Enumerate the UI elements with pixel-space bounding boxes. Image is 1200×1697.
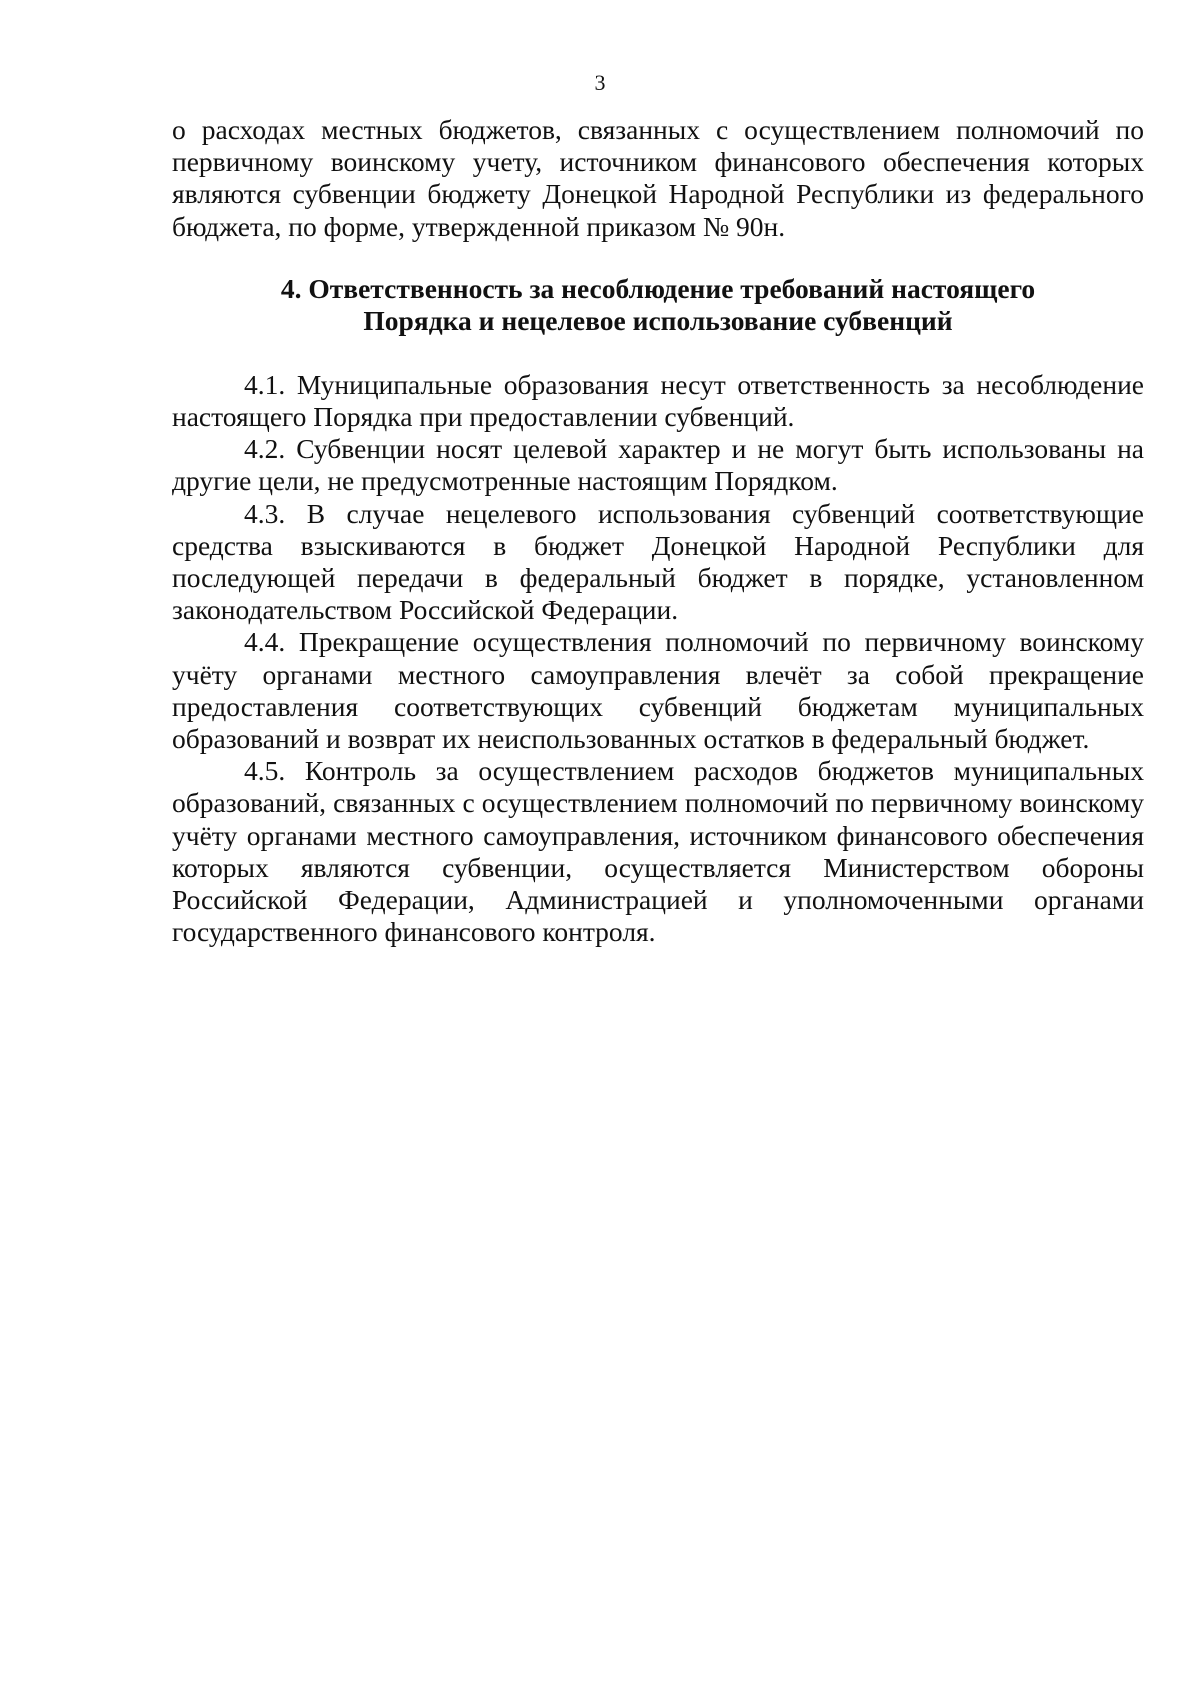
section-heading-line-2: Порядка и нецелевое использование субвенций — [363, 304, 953, 336]
clause-4-3: 4.3. В случае нецелевого использования субвенций соответствующие средства взыскиваются в бюджет Донецкой Народной Республики для последующей передачи в федеральный бюджет в порядке, установленном законодательством Российской Федерации. — [172, 497, 1144, 626]
intro-paragraph: о расходах местных бюджетов, связанных с осуществлением полномочий по первичному воинскому учету, источником финансового обеспечения которых являются субвенции бюджету Донецкой Народной Республики из федерального бюджета, по форме, утвержденной приказом № 90н. — [172, 114, 1144, 242]
section-heading — [172, 273, 1144, 337]
clause-4-5: 4.5. Контроль за осуществлением расходов бюджетов муниципальных образований, связанных с осуществлением полномочий по первичному воинскому учёту органами местного самоуправления, источником финансового обеспечения которых являются субвенции, осуществляется Министерством обороны Российской Федерации, Администрацией и уполномоченными органами государственного финансового контроля. — [172, 755, 1144, 948]
clause-4-2: 4.2. Субвенции носят целевой характер и не могут быть использованы на другие цели, не предусмотренные настоящим Порядком. — [172, 433, 1144, 497]
clause-4-1: 4.1. Муниципальные образования несут ответственность за несоблюдение настоящего Порядка при предоставлении субвенций. — [172, 368, 1144, 433]
section-heading-line-1: 4. Ответственность за несоблюдение требований настоящего — [280, 272, 1036, 304]
page-number: 3 — [594, 70, 606, 95]
document-body — [172, 114, 1144, 948]
clause-4-4: 4.4. Прекращение осуществления полномочий по первичному воинскому учёту органами местного самоуправления влечёт за собой прекращение предоставления соответствующих субвенций бюджетам муниципальных образований и возврат их неиспользованных остатков в федеральный бюджет. — [172, 626, 1144, 755]
